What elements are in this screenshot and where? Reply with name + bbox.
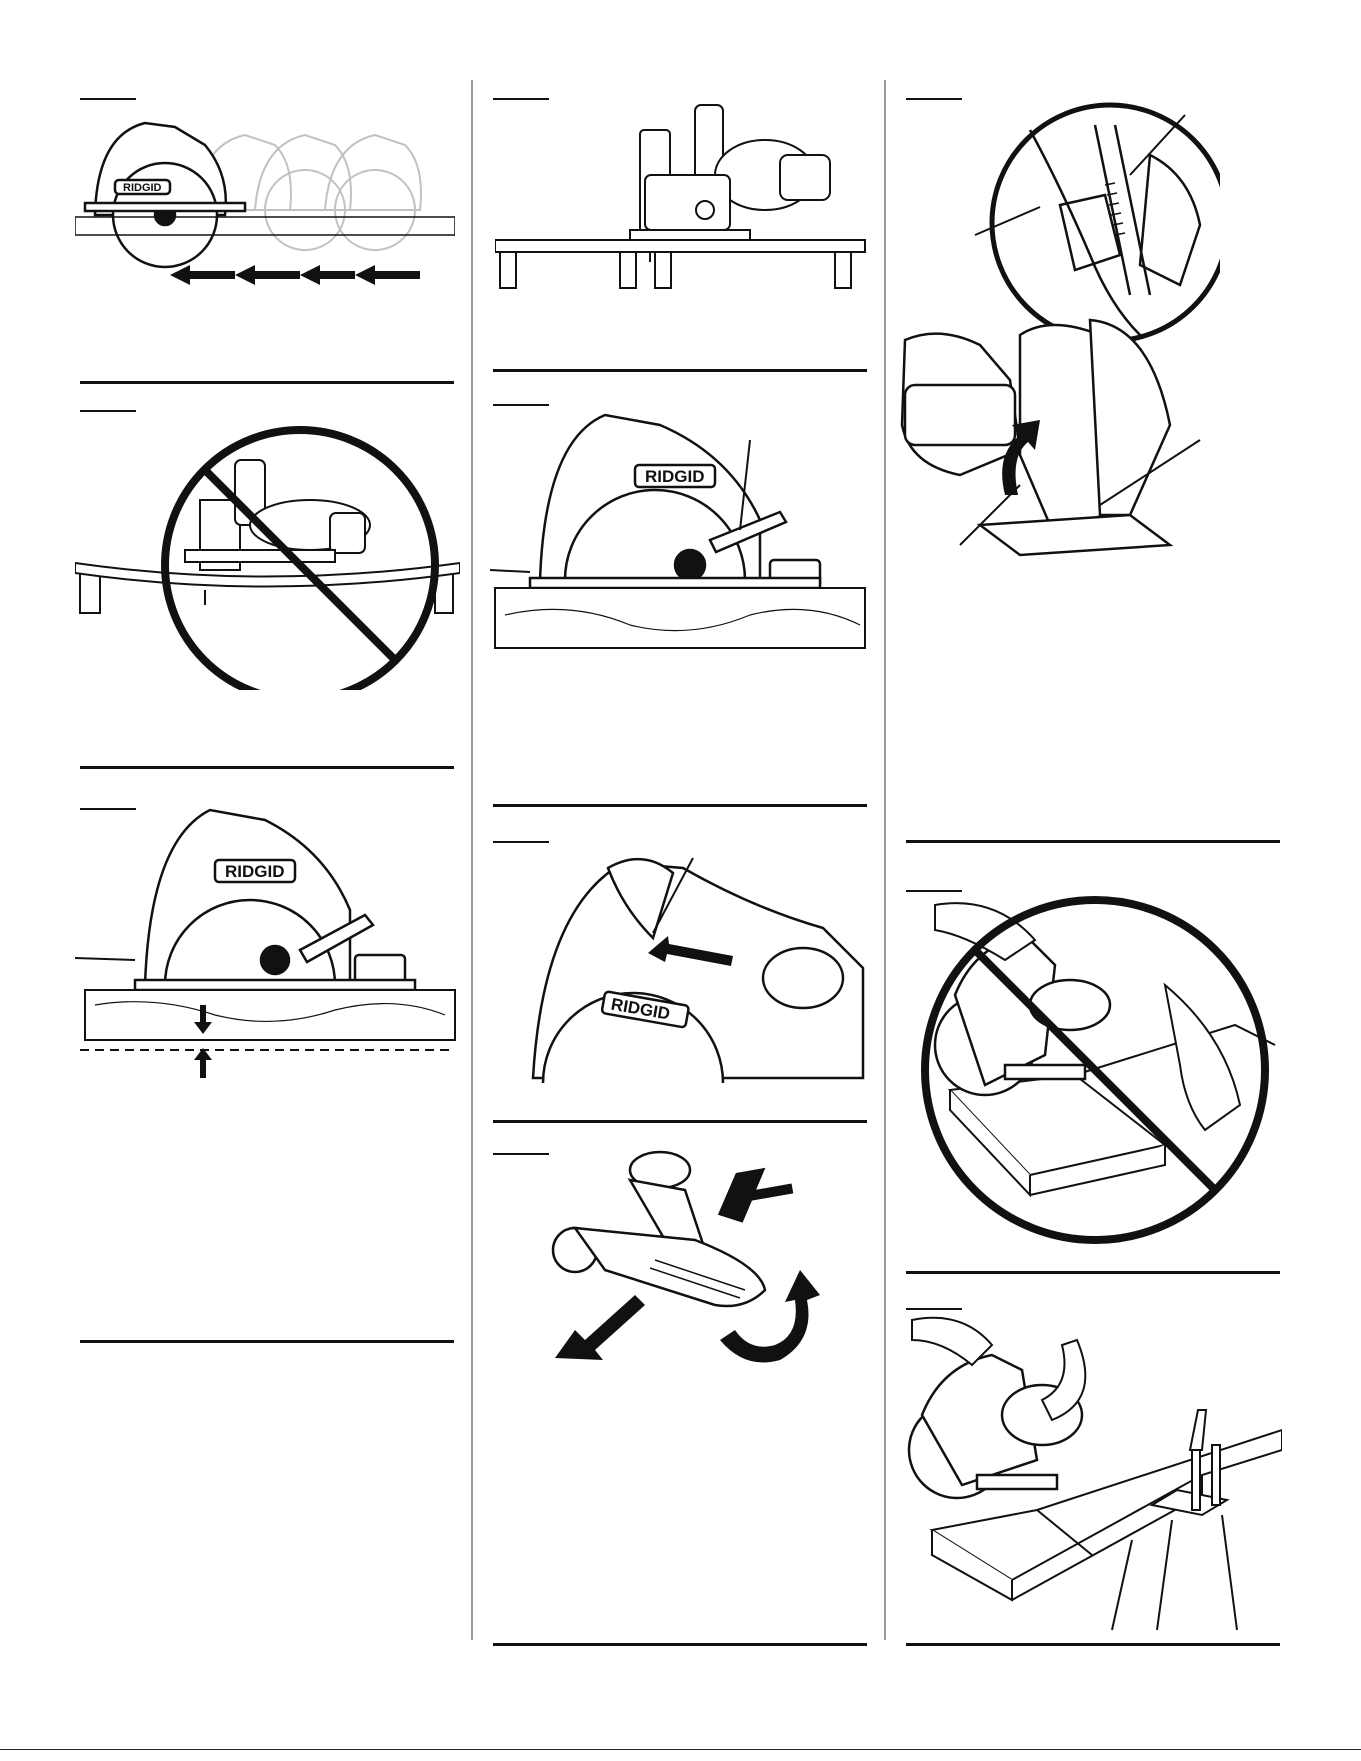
section-rule — [493, 1120, 867, 1123]
arrow-left-icon — [170, 265, 420, 285]
figure-tag — [80, 98, 136, 100]
section-rule — [493, 804, 867, 807]
figure-lever-handle — [545, 1140, 835, 1375]
figure-saw-cutting-direction — [75, 105, 455, 290]
figure-blade-depth — [75, 800, 460, 1090]
section-rule — [493, 1643, 867, 1646]
figure-depth-lever — [490, 400, 870, 665]
section-rule — [906, 1271, 1280, 1274]
arrow-up-icon — [194, 1048, 212, 1078]
circular-saw-icon — [533, 859, 863, 1083]
magnifier-callout-icon — [992, 105, 1220, 341]
circular-saw-icon — [630, 105, 830, 240]
section-rule — [906, 1643, 1280, 1646]
column-divider-right — [884, 80, 886, 1640]
section-rule — [80, 381, 454, 384]
section-rule — [80, 1340, 454, 1343]
figure-incorrect-hand-position — [905, 885, 1280, 1255]
figure-correct-support — [495, 100, 870, 295]
column-divider-left — [471, 80, 473, 1640]
figure-tag — [493, 841, 549, 843]
circular-saw-icon — [135, 810, 415, 990]
lever-handle-icon — [553, 1152, 765, 1306]
figure-incorrect-support — [75, 405, 460, 690]
page-footer-rule — [0, 1749, 1361, 1750]
circular-saw-icon — [909, 1355, 1082, 1498]
svg-text:RIDGID: RIDGID — [609, 994, 672, 1024]
arrow-diagonal-icon — [555, 1295, 645, 1360]
sawhorse-icon — [500, 252, 851, 288]
clamp-icon — [1112, 1410, 1237, 1630]
circular-saw-icon — [530, 415, 820, 588]
arrow-diagonal-icon — [711, 1164, 796, 1227]
figure-lock-lever — [493, 848, 868, 1083]
svg-text:RIDGID: RIDGID — [225, 862, 285, 881]
section-rule — [493, 369, 867, 372]
figure-bevel-scale — [900, 95, 1220, 620]
circular-saw-icon — [75, 105, 455, 290]
section-rule — [906, 840, 1280, 843]
section-rule — [80, 766, 454, 769]
svg-text:RIDGID: RIDGID — [645, 467, 705, 486]
figure-correct-clamping — [902, 1310, 1282, 1635]
svg-text:RIDGID: RIDGID — [123, 182, 162, 194]
figure-tag — [493, 1153, 549, 1155]
